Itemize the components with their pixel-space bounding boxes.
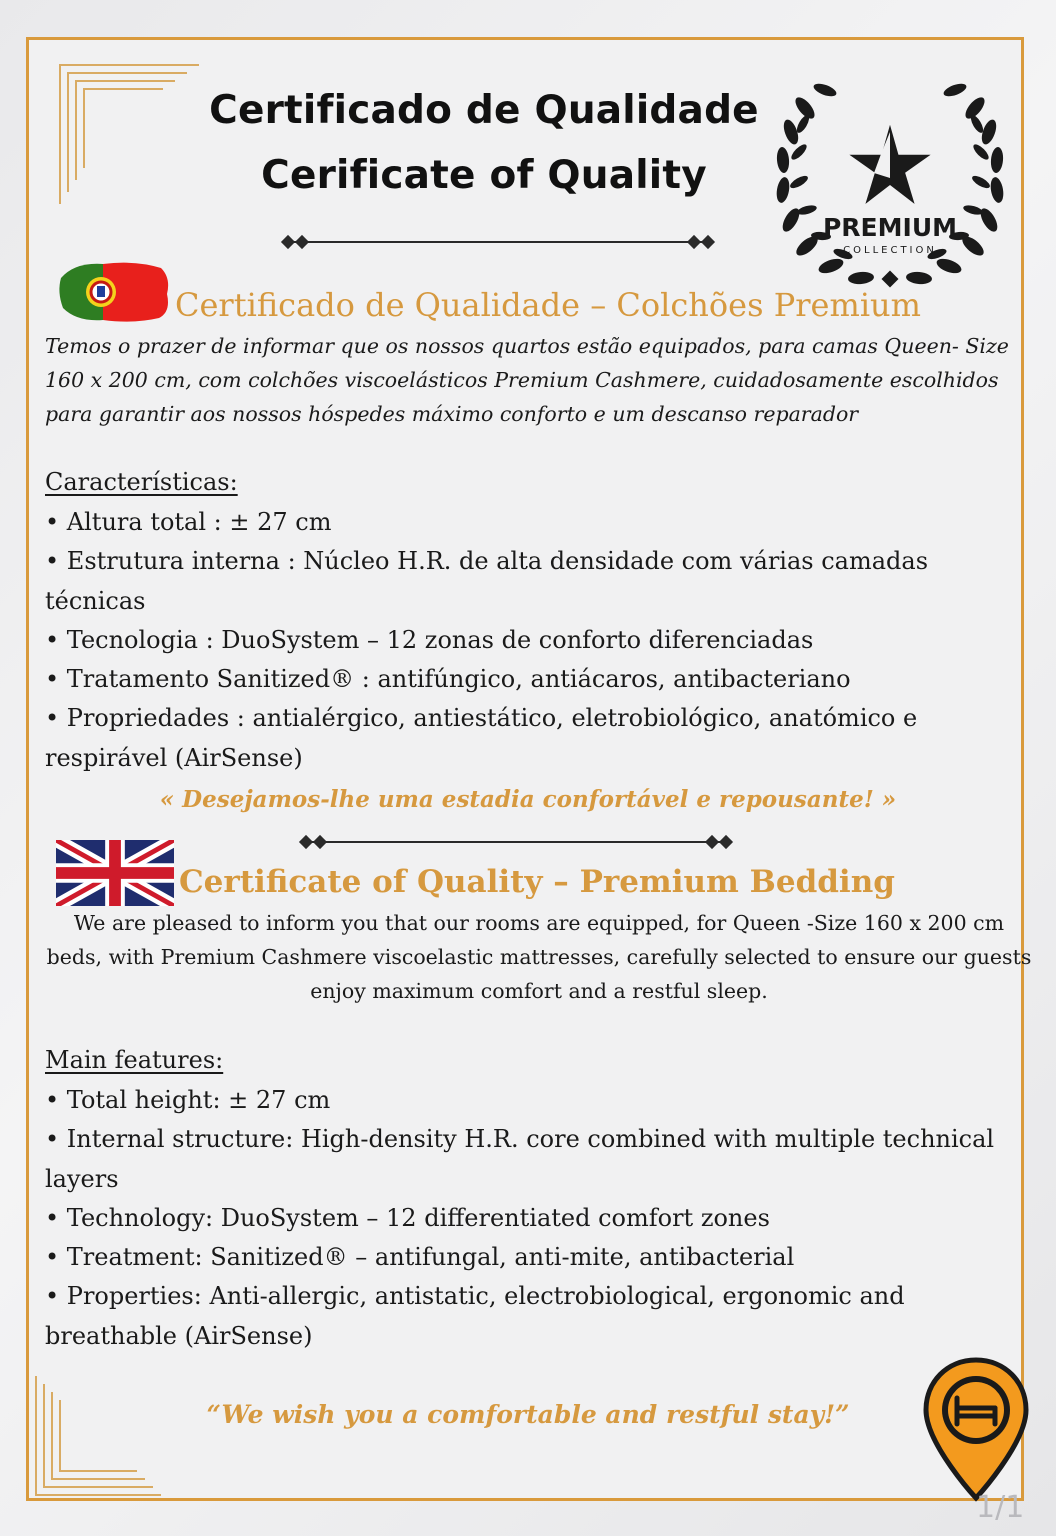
feature-item-pt: • Estrutura interna : Núcleo H.R. de alta densidade com várias camadas técnicas [45, 542, 1035, 621]
emblem-sub-text: COLLECTION [843, 245, 937, 256]
portugal-flag-icon [55, 258, 173, 326]
section-divider [301, 835, 731, 849]
feature-item-pt: • Tecnologia : DuoSystem – 12 zonas de conforto diferenciadas [45, 621, 1035, 660]
intro-paragraph-pt: Temos o prazer de informar que os nossos quartos estão equipados, para camas Queen- Size 160 x 200 cm, com colchões viscoelásticos Premium Cashmere, cuidadosamente escolhidos para garantir aos nossos hóspedes máximo conforto e um descanso reparador [45, 334, 1009, 426]
feature-item-en: • Internal structure: High-density H.R. core combined with multiple technical layers [45, 1120, 1035, 1199]
feature-item-pt: • Tratamento Sanitized® : antifúngico, antiácaros, antibacteriano [45, 660, 1035, 699]
uk-flag-icon [56, 840, 174, 906]
feature-item-pt: • Altura total : ± 27 cm [45, 503, 1035, 542]
premium-collection-emblem [765, 70, 1015, 300]
decorative-corner-top-left [59, 64, 199, 204]
feature-item-en: • Total height: ± 27 cm [45, 1081, 1035, 1120]
emblem-main-text: PREMIUM [822, 213, 958, 242]
closing-quote-en: “We wish you a comfortable and restful stay!” [206, 1400, 850, 1429]
feature-item-en: • Treatment: Sanitized® – antifungal, anti-mite, antibacterial [45, 1238, 1035, 1277]
emblem-diamond-icon [882, 271, 899, 288]
features-heading-pt: Características: [45, 468, 238, 496]
intro-paragraph-en: We are pleased to inform you that our rooms are equipped, for Queen -Size 160 x 200 cm beds, with Premium Cashmere viscoelastic mattresses, carefully selected to ensure our guests enjoy maximum comfort and a restful sleep. [46, 911, 1032, 1003]
feature-item-pt: • Propriedades : antialérgico, antiestático, eletrobiológico, anatómico e respirável (AirSense) [45, 699, 1035, 778]
decorative-corner-bottom-left [35, 1376, 165, 1496]
feature-item-en: • Technology: DuoSystem – 12 differentiated comfort zones [45, 1199, 1035, 1238]
section-title-pt: Certificado de Qualidade – Colchões Premium [175, 286, 921, 324]
certificate-page [26, 37, 1032, 1501]
section-title-en: Certificate of Quality – Premium Bedding [179, 864, 895, 900]
features-list-pt [45, 503, 1035, 778]
page-indicator: 1/1 [976, 1490, 1025, 1525]
feature-item-en: • Properties: Anti-allergic, antistatic, electrobiological, ergonomic and breathable (AirSense) [45, 1277, 1035, 1356]
main-title-pt: Certificado de Qualidade [209, 88, 759, 133]
closing-quote-pt: « Desejamos-lhe uma estadia confortável e repousante! » [159, 786, 897, 813]
hotel-bed-pin-icon [921, 1356, 1031, 1504]
features-heading-en: Main features: [45, 1046, 224, 1074]
title-divider [283, 235, 713, 249]
features-list-en [45, 1081, 1035, 1356]
main-title-en: Cerificate of Quality [261, 153, 707, 198]
